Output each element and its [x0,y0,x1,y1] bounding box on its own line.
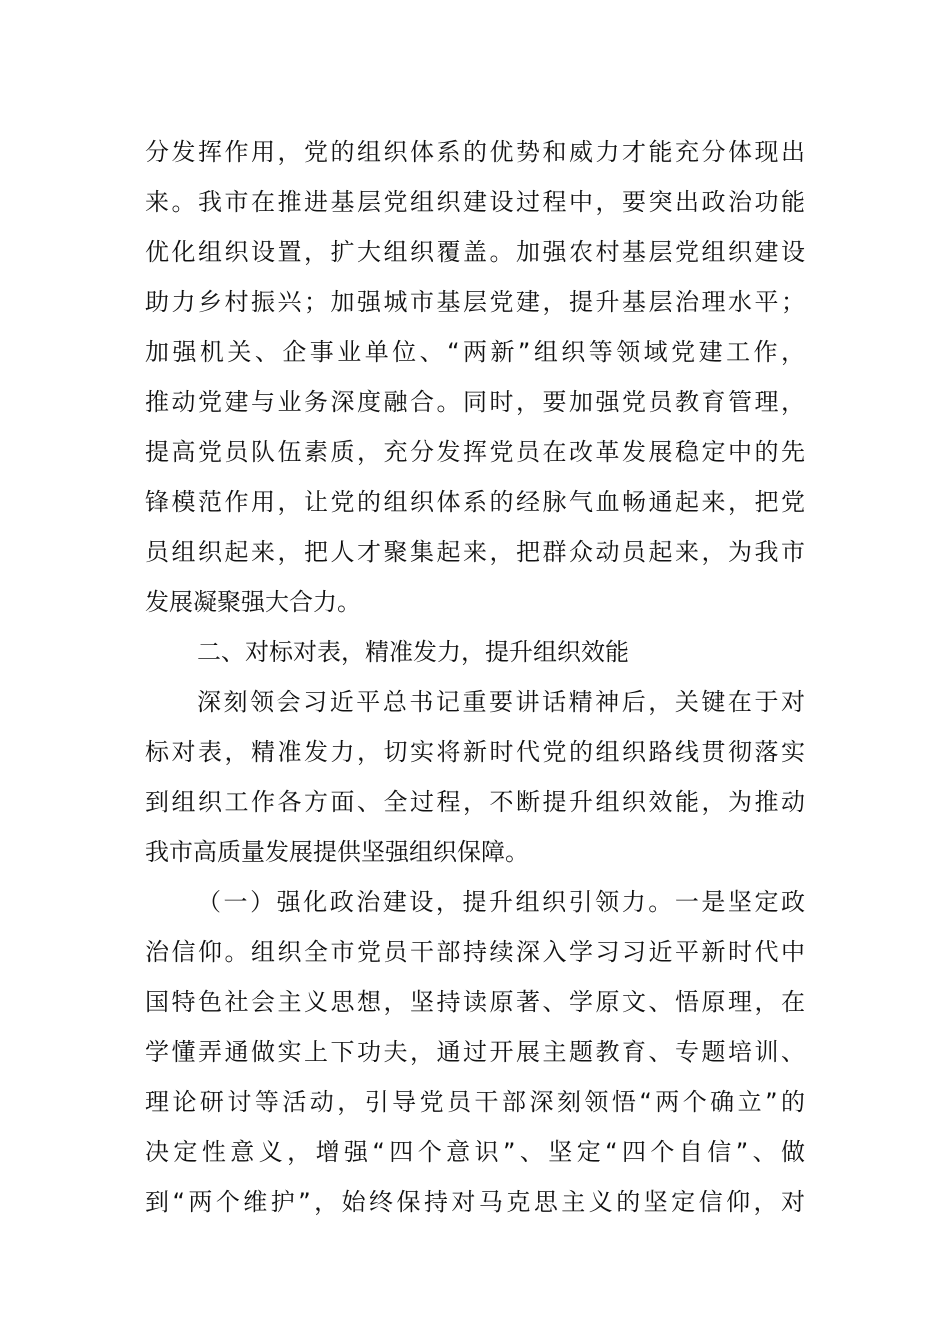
text-line: （一）强化政治建设，提升组织引领力。一是坚定政 [197,888,805,916]
text-line: 我市高质量发展提供坚强组织保障。 [145,838,529,866]
text-line: 加强机关、企事业单位、“两新”组织等领域党建工作， [145,338,805,366]
text-line: 来。我市在推进基层党组织建设过程中，要突出政治功能 [145,188,805,216]
text-line: 到组织工作各方面、全过程，不断提升组织效能，为推动 [145,788,805,816]
text-line: 决定性意义，增强“四个意识”、坚定“四个自信”、做 [145,1138,805,1166]
text-line: 发展凝聚强大合力。 [145,588,361,616]
text-line: 标对表，精准发力，切实将新时代党的组织路线贯彻落实 [145,738,805,766]
text-line: 理论研讨等活动，引导党员干部深刻领悟“两个确立”的 [145,1088,805,1116]
text-line: 优化组织设置，扩大组织覆盖。加强农村基层党组织建设 [145,238,805,266]
text-line: 助力乡村振兴；加强城市基层党建，提升基层治理水平； [145,288,805,316]
text-line: 分发挥作用，党的组织体系的优势和威力才能充分体现出 [145,138,805,166]
text-line: 推动党建与业务深度融合。同时，要加强党员教育管理， [145,388,805,416]
text-line: 员组织起来，把人才聚集起来，把群众动员起来，为我市 [145,538,805,566]
text-line: 学懂弄通做实上下功夫，通过开展主题教育、专题培训、 [145,1038,805,1066]
text-line: 深刻领会习近平总书记重要讲话精神后，关键在于对 [197,688,805,716]
text-line: 治信仰。组织全市党员干部持续深入学习习近平新时代中 [145,938,805,966]
text-line: 锋模范作用，让党的组织体系的经脉气血畅通起来，把党 [145,488,805,516]
text-line: 到“两个维护”，始终保持对马克思主义的坚定信仰，对 [145,1188,805,1216]
text-line: 提高党员队伍素质，充分发挥党员在改革发展稳定中的先 [145,438,805,466]
text-line: 二、对标对表，精准发力，提升组织效能 [197,638,629,666]
text-line: 国特色社会主义思想，坚持读原著、学原文、悟原理，在 [145,988,805,1016]
